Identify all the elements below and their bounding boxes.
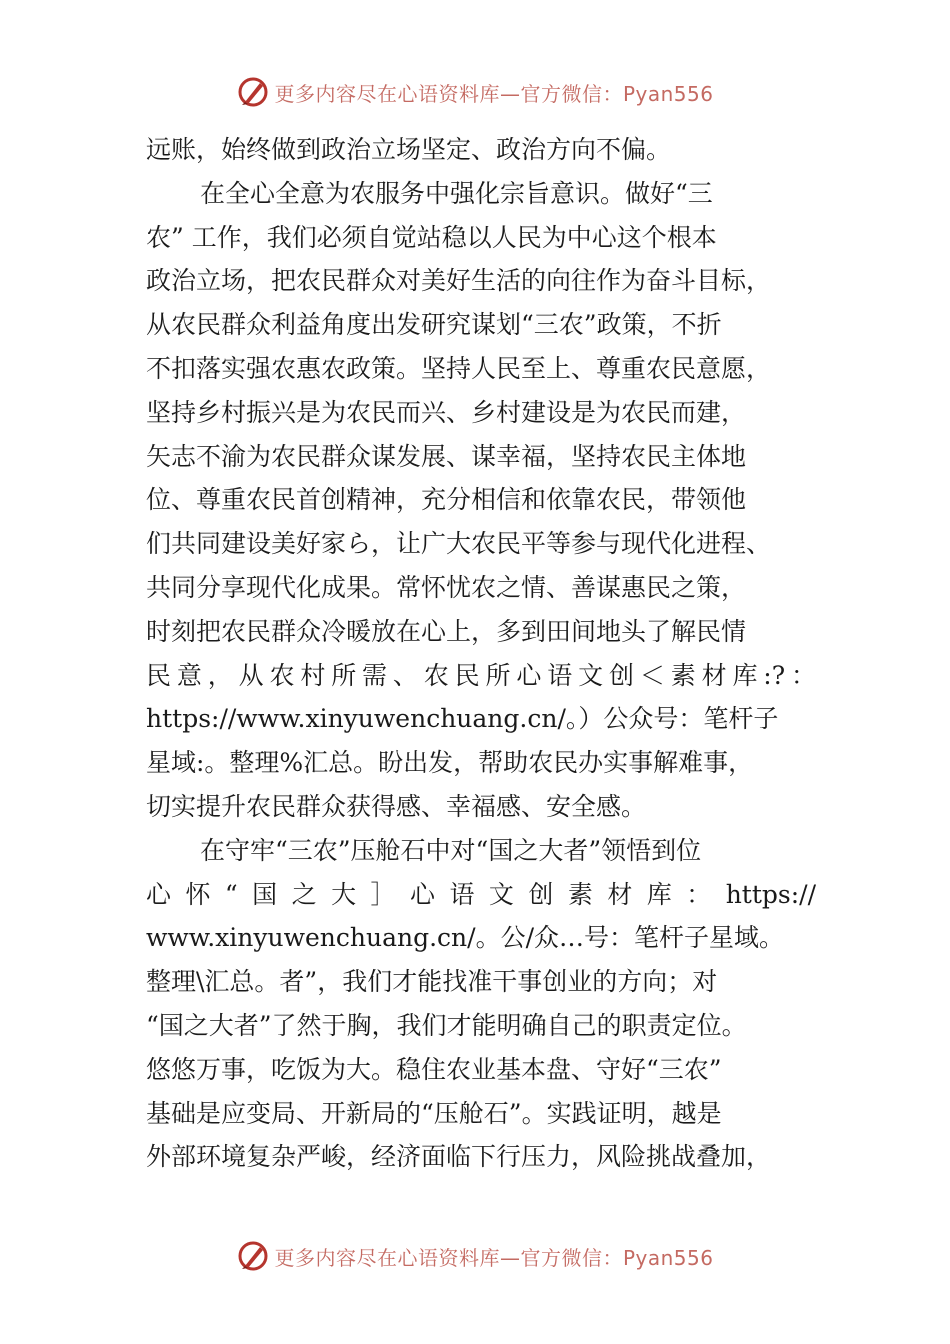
text-line: 坚持乡村振兴是为农民而兴、乡村建设是为农民而建， [146, 397, 747, 427]
text-line: 农” 工作，我们必须自觉站稳以人民为中心这个根本 [146, 222, 717, 252]
text-line: 共同分享现代化成果。常怀忧农之情、善谋惠民之策， [146, 572, 747, 602]
banner-text: 更多内容尽在心语资料库—官方微信：Pyan556 [274, 81, 714, 106]
text-line: 民意，从农村所需、农民所心语文创＜素材库:?： [146, 660, 816, 690]
footer-banner [0, 1236, 950, 1276]
text-line: 悠悠万事，吃饭为大。稳住农业基本盘、守好“三农” [146, 1054, 722, 1084]
text-line-url: www.xinyuwenchuang.cn/。公/众…号：笔杆子星域。 [146, 923, 785, 953]
text-line: 切实提升农民群众获得感、幸福感、安全感。 [146, 791, 647, 821]
banner-text: 更多内容尽在心语资料库—官方微信：Pyan556 [274, 1245, 714, 1270]
text-line: 远账，始终做到政治立场坚定、政治方向不偏。 [146, 135, 672, 164]
text-line: 星域:。整理%汇总。盼出发，帮助农民办实事解难事， [146, 748, 754, 778]
text-line: 位、尊重农民首创精神，充分相信和依靠农民，带领他 [146, 485, 747, 515]
pen-nib-logo-icon [236, 1239, 270, 1273]
text-line: 外部环境复杂严峻，经济面临下行压力，风险挑战叠加， [146, 1142, 772, 1172]
paragraph-first-line: 在守牢“三农”压舱石中对“国之大者”领悟到位 [200, 835, 702, 865]
document-body [146, 128, 816, 1179]
text-line: 矢志不渝为农民群众谋发展、谋幸福，坚持农民主体地 [146, 441, 747, 471]
text-line: 时刻把农民群众冷暖放在心上，多到田间地头了解民情 [146, 616, 747, 646]
text-line-url: https://www.xinyuwenchuang.cn/。）公众号：笔杆子 [146, 704, 779, 734]
text-line: 们共同建设美好家ら，让广大农民平等参与现代化进程、 [146, 529, 772, 559]
text-line: 基础是应变局、开新局的“压舱石”。实践证明，越是 [146, 1098, 722, 1128]
text-line: 从农民群众利益角度出发研究谋划“三农”政策，不折 [146, 310, 722, 340]
pen-nib-logo-icon [236, 75, 270, 109]
text-line: 政治立场，把农民群众对美好生活的向往作为奋斗目标， [146, 266, 772, 296]
text-line: 心怀“国之大］心语文创素材库：https:// [146, 879, 816, 909]
header-banner [0, 72, 950, 112]
paragraph-first-line: 在全心全意为农服务中强化宗旨意识。做好“三 [200, 178, 713, 208]
text-line: 不扣落实强农惠农政策。坚持人民至上、尊重农民意愿， [146, 353, 772, 383]
text-line: “国之大者”了然于胸，我们才能明确自己的职责定位。 [146, 1010, 747, 1040]
text-line: 整理\汇总。者”，我们才能找准干事创业的方向；对 [146, 967, 718, 997]
